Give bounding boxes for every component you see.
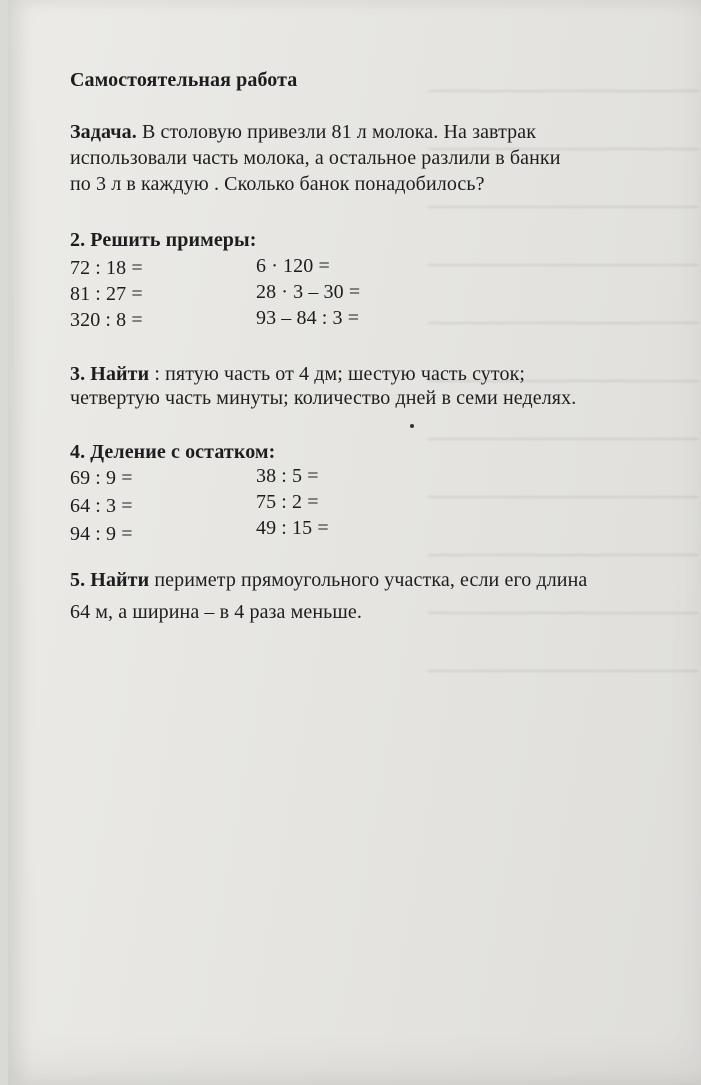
section-3-heading: 3. Найти <box>70 363 150 385</box>
section-4-heading: 4. Деление с остатком: <box>70 441 276 463</box>
s4-left-2: 64 : 3 = <box>70 495 133 517</box>
section-3-line-2: четвертую часть минуты; количество дней в семи неделях. <box>70 387 577 409</box>
worksheet-page <box>8 0 701 1085</box>
task-line-3: по 3 л в каждую . Сколько банок понадобилось? <box>70 173 485 195</box>
s4-right-3: 49 : 15 = <box>256 517 329 539</box>
task-text-1: В столовую привезли 81 л молока. На завтрак <box>136 121 537 143</box>
section-3-line-1 <box>70 362 525 386</box>
s2-right-3: 93 – 84 : 3 = <box>256 307 360 329</box>
s2-right-2: 28 · 3 – 30 = <box>256 281 361 303</box>
section-2-heading: 2. Решить примеры: <box>70 229 257 251</box>
section-5-text-1: периметр прямоугольного участка, если его длина <box>149 569 588 591</box>
s2-left-1: 72 : 18 = <box>70 257 143 279</box>
s4-right-2: 75 : 2 = <box>256 491 319 513</box>
page-title: Самостоятельная работа <box>70 69 298 91</box>
s4-left-1: 69 : 9 = <box>70 467 133 489</box>
s4-left-3: 94 : 9 = <box>70 523 133 545</box>
s4-right-1: 38 : 5 = <box>256 465 319 487</box>
section-5-line-1 <box>70 568 587 592</box>
task-line-1 <box>70 120 536 144</box>
task-line-2: использовали часть молока, а остальное разлили в банки <box>70 147 561 169</box>
section-3-text-1: : пятую часть от 4 дм; шестую часть суток; <box>149 363 526 385</box>
stray-dot <box>410 424 414 428</box>
s2-right-1: 6 · 120 = <box>256 255 330 277</box>
task-label: Задача. <box>70 121 137 143</box>
section-5-line-2: 64 м, а ширина – в 4 раза меньше. <box>70 601 362 623</box>
s2-left-2: 81 : 27 = <box>70 283 143 305</box>
s2-left-3: 320 : 8 = <box>70 309 143 331</box>
section-5-heading: 5. Найти <box>70 569 150 591</box>
